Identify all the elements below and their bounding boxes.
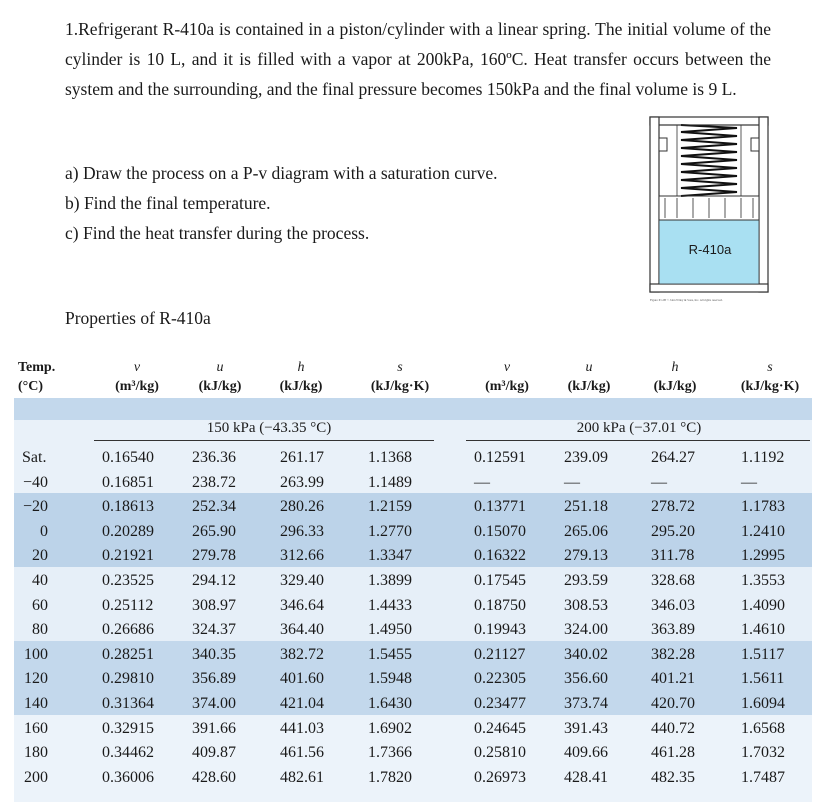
cell-s-200: 1.5611: [741, 670, 785, 688]
header-s-right: s (kJ/kg·K): [740, 360, 800, 394]
cell-v-150: 0.28251: [102, 645, 154, 663]
cell-v-150: 0.25112: [102, 596, 154, 614]
cell-s-200: —: [741, 473, 757, 491]
cell-temp: 140: [24, 695, 48, 712]
band-header: [14, 398, 812, 420]
cell-v-200: 0.25810: [474, 744, 526, 762]
table-row: [14, 618, 812, 643]
cell-s-150: 1.5455: [368, 645, 412, 663]
cell-s-150: 1.3347: [368, 547, 412, 565]
cell-h-150: 261.17: [280, 449, 324, 466]
cell-h-150: 312.66: [280, 547, 324, 565]
cell-u-150: 428.60: [192, 768, 236, 786]
cell-temp: 160: [24, 719, 48, 737]
table-row: [14, 569, 812, 594]
cell-u-200: 373.74: [564, 695, 608, 712]
cell-h-150: 263.99: [280, 473, 324, 491]
cell-u-200: 293.59: [564, 572, 608, 589]
cell-h-200: 295.20: [651, 522, 695, 540]
cell-u-150: 340.35: [192, 645, 236, 663]
cell-u-150: 409.87: [192, 744, 236, 762]
cell-v-150: 0.20289: [102, 522, 154, 540]
cell-v-150: 0.16851: [102, 473, 154, 491]
cell-u-150: 265.90: [192, 522, 236, 540]
cell-h-150: 364.40: [280, 621, 324, 639]
header-u-left: u (kJ/kg): [198, 360, 242, 394]
cell-temp: 40: [32, 572, 48, 589]
cell-u-150: 324.37: [192, 621, 236, 639]
cell-v-150: 0.21921: [102, 547, 154, 565]
pressure-rule-left: [94, 440, 434, 441]
cell-s-150: 1.1368: [368, 449, 412, 466]
cell-u-150: 279.78: [192, 547, 236, 565]
cell-s-150: 1.5948: [368, 670, 412, 688]
cell-s-200: 1.1192: [741, 449, 785, 466]
cell-h-200: 346.03: [651, 596, 695, 614]
cell-v-150: 0.34462: [102, 744, 154, 762]
cell-s-150: 1.4433: [368, 596, 412, 614]
cell-v-200: 0.23477: [474, 695, 526, 712]
cell-v-200: 0.18750: [474, 596, 526, 614]
cell-v-200: 0.22305: [474, 670, 526, 688]
cell-u-200: —: [564, 473, 580, 491]
cell-h-150: 280.26: [280, 498, 324, 516]
cell-s-150: 1.6430: [368, 695, 412, 712]
table-row: [14, 544, 812, 569]
cell-s-150: 1.1489: [368, 473, 412, 491]
cell-u-200: 308.53: [564, 596, 608, 614]
cell-h-150: 421.04: [280, 695, 324, 712]
cell-temp: 120: [24, 670, 48, 688]
properties-table: [14, 352, 812, 802]
cell-h-150: 441.03: [280, 719, 324, 737]
cell-h-150: 296.33: [280, 522, 324, 540]
cell-u-200: 324.00: [564, 621, 608, 639]
cell-u-200: 265.06: [564, 522, 608, 540]
cell-s-150: 1.7366: [368, 744, 412, 762]
cell-h-150: 382.72: [280, 645, 324, 663]
header-h-left: h (kJ/kg): [279, 360, 323, 394]
cell-u-200: 251.18: [564, 498, 608, 516]
cell-s-200: 1.4610: [741, 621, 785, 639]
header-u-right: u (kJ/kg): [567, 360, 611, 394]
cell-u-150: 236.36: [192, 449, 236, 466]
header-temp: Temp. (°C): [18, 360, 56, 394]
table-row: [14, 692, 812, 717]
cell-h-200: 482.35: [651, 768, 695, 786]
cell-v-200: 0.16322: [474, 547, 526, 565]
pressure-label-200: 200 kPa (−37.01 °C): [576, 420, 702, 436]
cell-temp: 0: [40, 522, 48, 540]
cell-h-200: 440.72: [651, 719, 695, 737]
cell-temp: 20: [32, 547, 48, 565]
cell-s-200: 1.5117: [741, 645, 785, 663]
cell-h-150: 401.60: [280, 670, 324, 688]
pressure-rule-right: [466, 440, 810, 441]
cell-temp: −40: [22, 473, 48, 491]
cell-u-150: 356.89: [192, 670, 236, 688]
cell-s-150: 1.3899: [368, 572, 412, 589]
cell-h-200: 264.27: [651, 449, 695, 466]
table-row: [14, 446, 812, 471]
question-b: b) Find the final temperature.: [65, 193, 271, 213]
table-row: [14, 520, 812, 545]
cell-s-200: 1.4090: [741, 596, 785, 614]
table-row: [14, 667, 812, 692]
cell-v-200: 0.26973: [474, 768, 526, 786]
fluid-label: R-410a: [688, 242, 732, 257]
table-title: Properties of R-410a: [65, 308, 211, 328]
cell-u-200: 340.02: [564, 645, 608, 663]
cell-u-150: 294.12: [192, 572, 236, 589]
cell-temp: 200: [24, 768, 48, 786]
cell-h-200: 461.28: [651, 744, 695, 762]
cell-s-150: 1.2159: [368, 498, 412, 516]
cell-u-150: 374.00: [192, 695, 236, 712]
cell-u-200: 356.60: [564, 670, 608, 688]
table-row: [14, 717, 812, 742]
piston-cylinder-drawing: [645, 112, 775, 312]
question-a: a) Draw the process on a P-v diagram with a saturation curve.: [65, 163, 498, 183]
cell-v-200: 0.24645: [474, 719, 526, 737]
cell-u-200: 428.41: [564, 768, 608, 786]
cell-s-150: 1.4950: [368, 621, 412, 639]
cell-u-200: 239.09: [564, 449, 608, 466]
cell-s-150: 1.2770: [368, 522, 412, 540]
figure-caption: Figure P1.2B © John Wiley & Sons, Inc. All rights reserved.: [650, 298, 723, 302]
cell-v-150: 0.36006: [102, 768, 154, 786]
cell-v-200: —: [474, 473, 490, 491]
table-row: [14, 594, 812, 619]
cell-h-150: 346.64: [280, 596, 324, 614]
header-s-left: s (kJ/kg·K): [370, 360, 430, 394]
cell-s-200: 1.6094: [741, 695, 785, 712]
cell-s-200: 1.2410: [741, 522, 785, 540]
cell-s-200: 1.3553: [741, 572, 785, 589]
pressure-label-150: 150 kPa (−43.35 °C): [206, 420, 332, 436]
question-c: c) Find the heat transfer during the process.: [65, 223, 370, 243]
cell-v-150: 0.18613: [102, 498, 154, 516]
cell-v-150: 0.16540: [102, 449, 154, 466]
problem-statement: 1.Refrigerant R-410a is contained in a piston/cylinder with a linear spring. The initial volume of the cylinder is 10 L, and it is filled with a vapor at 200kPa, 160ºC. Heat transfer occurs between the system and the surrounding, and the final pressure becomes 150kPa and the final volume is 9 L.: [65, 19, 771, 99]
cell-h-150: 461.56: [280, 744, 324, 762]
cell-u-200: 279.13: [564, 547, 608, 565]
cell-temp: −20: [22, 498, 48, 516]
table-row: [14, 643, 812, 668]
cell-s-200: 1.6568: [741, 719, 785, 737]
cell-h-150: 482.61: [280, 768, 324, 786]
cell-v-200: 0.17545: [474, 572, 526, 589]
cell-temp: 60: [32, 596, 48, 614]
table-row: [14, 741, 812, 766]
cell-s-150: 1.7820: [368, 768, 412, 786]
cell-u-150: 252.34: [192, 498, 236, 516]
cell-u-200: 391.43: [564, 719, 608, 737]
header-v-left: v (m³/kg): [115, 360, 159, 394]
cell-h-200: 382.28: [651, 645, 695, 663]
header-v-right: v (m³/kg): [485, 360, 529, 394]
cell-v-150: 0.31364: [102, 695, 154, 712]
cell-v-200: 0.13771: [474, 498, 526, 516]
cell-s-200: 1.1783: [741, 498, 785, 516]
cell-s-200: 1.7487: [741, 768, 785, 786]
cell-h-200: 420.70: [651, 695, 695, 712]
cell-temp: 100: [24, 645, 48, 663]
cell-s-150: 1.6902: [368, 719, 412, 737]
cell-h-200: 311.78: [651, 547, 695, 565]
table-row: [14, 471, 812, 496]
cell-v-200: 0.12591: [474, 449, 526, 466]
cell-temp: 180: [24, 744, 48, 762]
cell-u-150: 238.72: [192, 473, 236, 491]
cell-h-200: 363.89: [651, 621, 695, 639]
cell-h-200: 278.72: [651, 498, 695, 516]
cell-v-200: 0.19943: [474, 621, 526, 639]
cell-v-200: 0.21127: [474, 645, 526, 663]
cell-s-200: 1.2995: [741, 547, 785, 565]
table-row: [14, 495, 812, 520]
cell-h-200: 401.21: [651, 670, 695, 688]
cell-v-200: 0.15070: [474, 522, 526, 540]
cell-v-150: 0.23525: [102, 572, 154, 589]
header-h-right: h (kJ/kg): [653, 360, 697, 394]
cell-u-150: 391.66: [192, 719, 236, 737]
cell-temp: 80: [32, 621, 48, 639]
cell-u-150: 308.97: [192, 596, 236, 614]
cell-temp: Sat.: [22, 449, 47, 466]
cell-v-150: 0.32915: [102, 719, 154, 737]
cell-v-150: 0.29810: [102, 670, 154, 688]
cell-s-200: 1.7032: [741, 744, 785, 762]
cell-h-150: 329.40: [280, 572, 324, 589]
cell-h-200: 328.68: [651, 572, 695, 589]
cell-h-200: —: [651, 473, 667, 491]
table-row: [14, 766, 812, 791]
cell-v-150: 0.26686: [102, 621, 154, 639]
cell-u-200: 409.66: [564, 744, 608, 762]
piston-cylinder-figure: [645, 112, 775, 312]
